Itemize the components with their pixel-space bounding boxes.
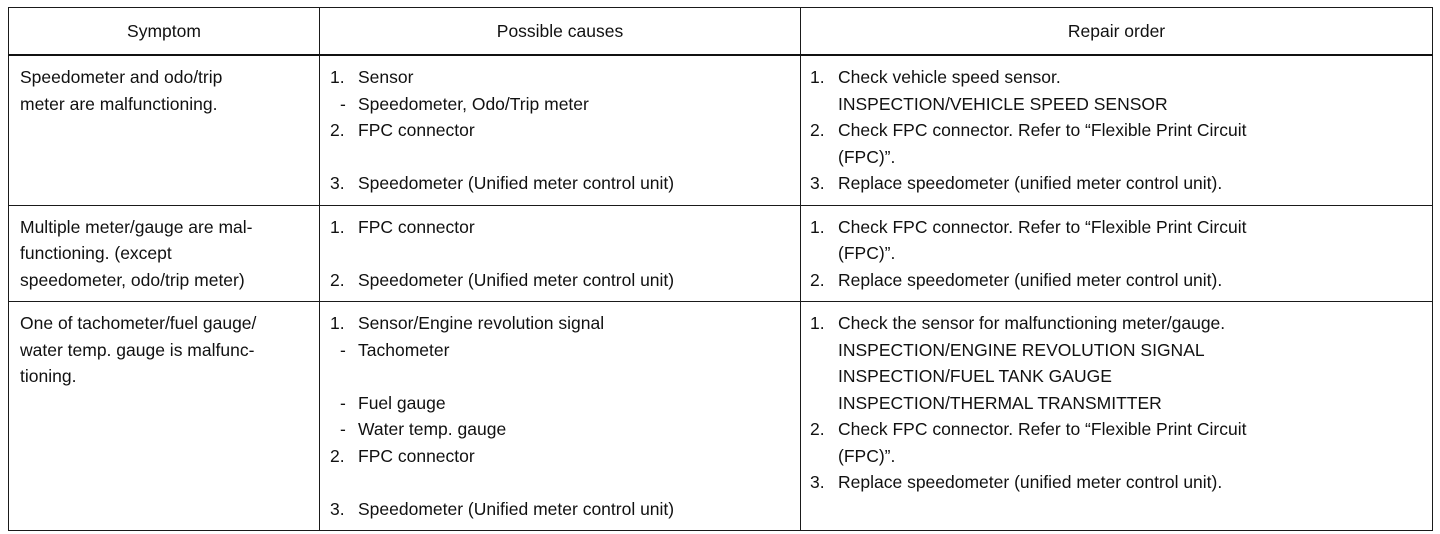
symptom-line: water temp. gauge is malfunc- [20, 339, 255, 360]
symptom-line: One of tachometer/fuel gauge/ [20, 313, 257, 333]
header-row [9, 8, 1433, 56]
repair-cell [801, 55, 1433, 205]
table-row [9, 302, 1433, 531]
cause-subitem: - Water temp. gauge [340, 419, 507, 439]
inspection-reference: INSPECTION/THERMAL TRANSMITTER [838, 392, 1162, 413]
diagnosis-table [8, 7, 1433, 531]
cause-item: 3. Speedometer (Unified meter control unit) [330, 173, 675, 193]
table-row [9, 55, 1433, 205]
header-possible-causes: Possible causes [320, 8, 801, 56]
repair-step: 1. Check the sensor for malfunctioning meter/gauge. [810, 313, 1226, 333]
repair-step-continuation: (FPC)”. [838, 146, 896, 167]
cause-item: 1. Sensor [330, 67, 414, 87]
cause-item: 1. FPC connector [330, 216, 475, 237]
header-repair-order: Repair order [801, 8, 1433, 56]
repair-step: 1. Check FPC connector. Refer to “Flexible Print Circuit [810, 216, 1247, 237]
cause-item: 3. Speedometer (Unified meter control unit) [330, 498, 675, 519]
inspection-reference: INSPECTION/VEHICLE SPEED SENSOR [838, 93, 1168, 114]
cause-subitem: - Tachometer [340, 339, 450, 360]
repair-step-continuation: (FPC)”. [838, 445, 896, 466]
repair-step-continuation: (FPC)”. [838, 243, 896, 263]
repair-step: 2. Replace speedometer (unified meter control unit). [810, 269, 1223, 290]
cause-item: 2. FPC connector [330, 445, 475, 466]
causes-cell [320, 55, 801, 205]
cause-item: 2. FPC connector [330, 120, 475, 140]
cause-subitem: - Fuel gauge [340, 392, 446, 413]
repair-step: 2. Check FPC connector. Refer to “Flexible Print Circuit [810, 120, 1247, 140]
symptom-line: tioning. [20, 366, 77, 386]
repair-step: 3. Replace speedometer (unified meter control unit). [810, 472, 1223, 492]
header-symptom: Symptom [9, 8, 320, 56]
cause-subitem: - Speedometer, Odo/Trip meter [340, 93, 589, 114]
symptom-cell [9, 55, 320, 205]
repair-step: 3. Replace speedometer (unified meter control unit). [810, 173, 1223, 193]
symptom-line: functioning. (except [20, 243, 172, 263]
repair-cell [801, 302, 1433, 531]
table-row [9, 205, 1433, 302]
repair-step: 2. Check FPC connector. Refer to “Flexible Print Circuit [810, 419, 1247, 439]
symptom-cell [9, 205, 320, 302]
cause-item: 2. Speedometer (Unified meter control unit) [330, 269, 675, 290]
symptom-line: speedometer, odo/trip meter) [20, 269, 245, 290]
symptom-line: Multiple meter/gauge are mal- [20, 216, 253, 237]
repair-cell [801, 205, 1433, 302]
inspection-reference: INSPECTION/FUEL TANK GAUGE [838, 366, 1112, 386]
causes-cell [320, 205, 801, 302]
cause-item: 1. Sensor/Engine revolution signal [330, 313, 605, 333]
symptom-line: Speedometer and odo/trip [20, 67, 223, 87]
symptom-line: meter are malfunctioning. [20, 93, 218, 114]
inspection-reference: INSPECTION/ENGINE REVOLUTION SIGNAL [838, 339, 1205, 360]
repair-step: 1. Check vehicle speed sensor. [810, 67, 1061, 87]
causes-cell [320, 302, 801, 531]
symptom-cell [9, 302, 320, 531]
